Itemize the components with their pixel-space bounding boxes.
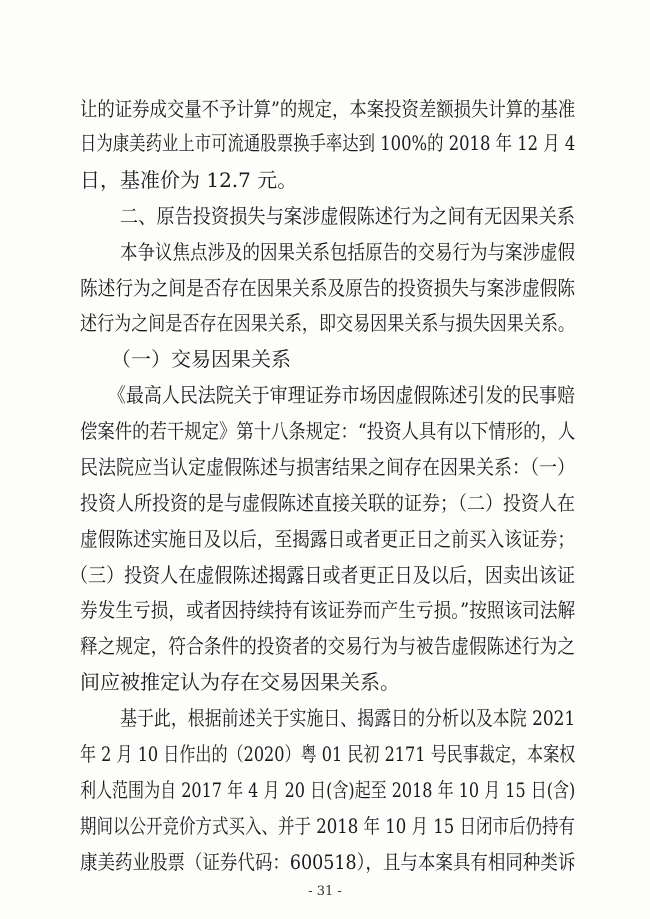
text-line-18: 基于此，根据前述关于实施日、揭露日的分析以及本院 2021 bbox=[120, 706, 576, 730]
text-line-20: 利人范围为自 2017 年 4 月 20 日(含)起至 2018 年 10 月 15 日(含) bbox=[80, 778, 576, 802]
text-line-12: 投资人所投资的是与虚假陈述直接关联的证券；（二）投资人在 bbox=[80, 491, 575, 515]
text-line-9: 《最高人民法院关于审理证券市场因虚假陈述引发的民事赔 bbox=[108, 383, 575, 407]
section-heading-2: 二、原告投资损失与案涉虚假陈述行为之间有无因果关系 bbox=[120, 204, 575, 228]
page-number: - 31 - bbox=[308, 884, 342, 899]
text-line-10: 偿案件的若干规定》第十八条规定：“投资人具有以下情形的，人 bbox=[80, 419, 576, 443]
text-line-5: 本争议焦点涉及的因果关系包括原告的交易行为与案涉虚假 bbox=[120, 240, 575, 264]
text-line-21: 期间以公开竞价方式买入、并于 2018 年 10 月 15 日闭市后仍持有 bbox=[80, 814, 575, 838]
text-line-16: 释之规定，符合条件的投资者的交易行为与被告虚假陈述行为之 bbox=[80, 634, 575, 658]
text-line-13: 虚假陈述实施日及以后，至揭露日或者更正日之前买入该证券； bbox=[80, 527, 575, 551]
text-line-2: 日为康美药业上市可流通股票换手率达到 100%的 2018 年 12 月 4 bbox=[80, 131, 576, 155]
text-line-6: 陈述行为之间是否存在因果关系及原告的投资损失与案涉虚假陈 bbox=[80, 276, 575, 300]
text-line-7: 述行为之间是否存在因果关系，即交易因果关系与损失因果关系。 bbox=[80, 311, 575, 335]
text-line-19: 年 2 月 10 日作出的（2020）粤 01 民初 2171 号民事裁定，本案权 bbox=[80, 742, 576, 766]
subsection-heading-1: （一）交易因果关系 bbox=[111, 347, 291, 371]
text-line-11: 民法院应当认定虚假陈述与损害结果之间存在因果关系：（一） bbox=[80, 455, 575, 479]
text-line-22: 康美药业股票（证券代码：600518），且与本案具有相同种类诉 bbox=[80, 850, 576, 874]
text-line-15: 券发生亏损，或者因持续持有该证券而产生亏损。”按照该司法解 bbox=[80, 598, 576, 622]
text-line-1: 让的证券成交量不予计算”的规定，本案投资差额损失计算的基准 bbox=[80, 97, 576, 121]
text-line-14: （三）投资人在虚假陈述揭露日或者更正日及以后，因卖出该证 bbox=[70, 563, 575, 587]
text-line-17: 间应被推定认为存在交易因果关系。 bbox=[80, 670, 400, 694]
text-line-3: 日，基准价为 12.7 元。 bbox=[80, 168, 298, 192]
